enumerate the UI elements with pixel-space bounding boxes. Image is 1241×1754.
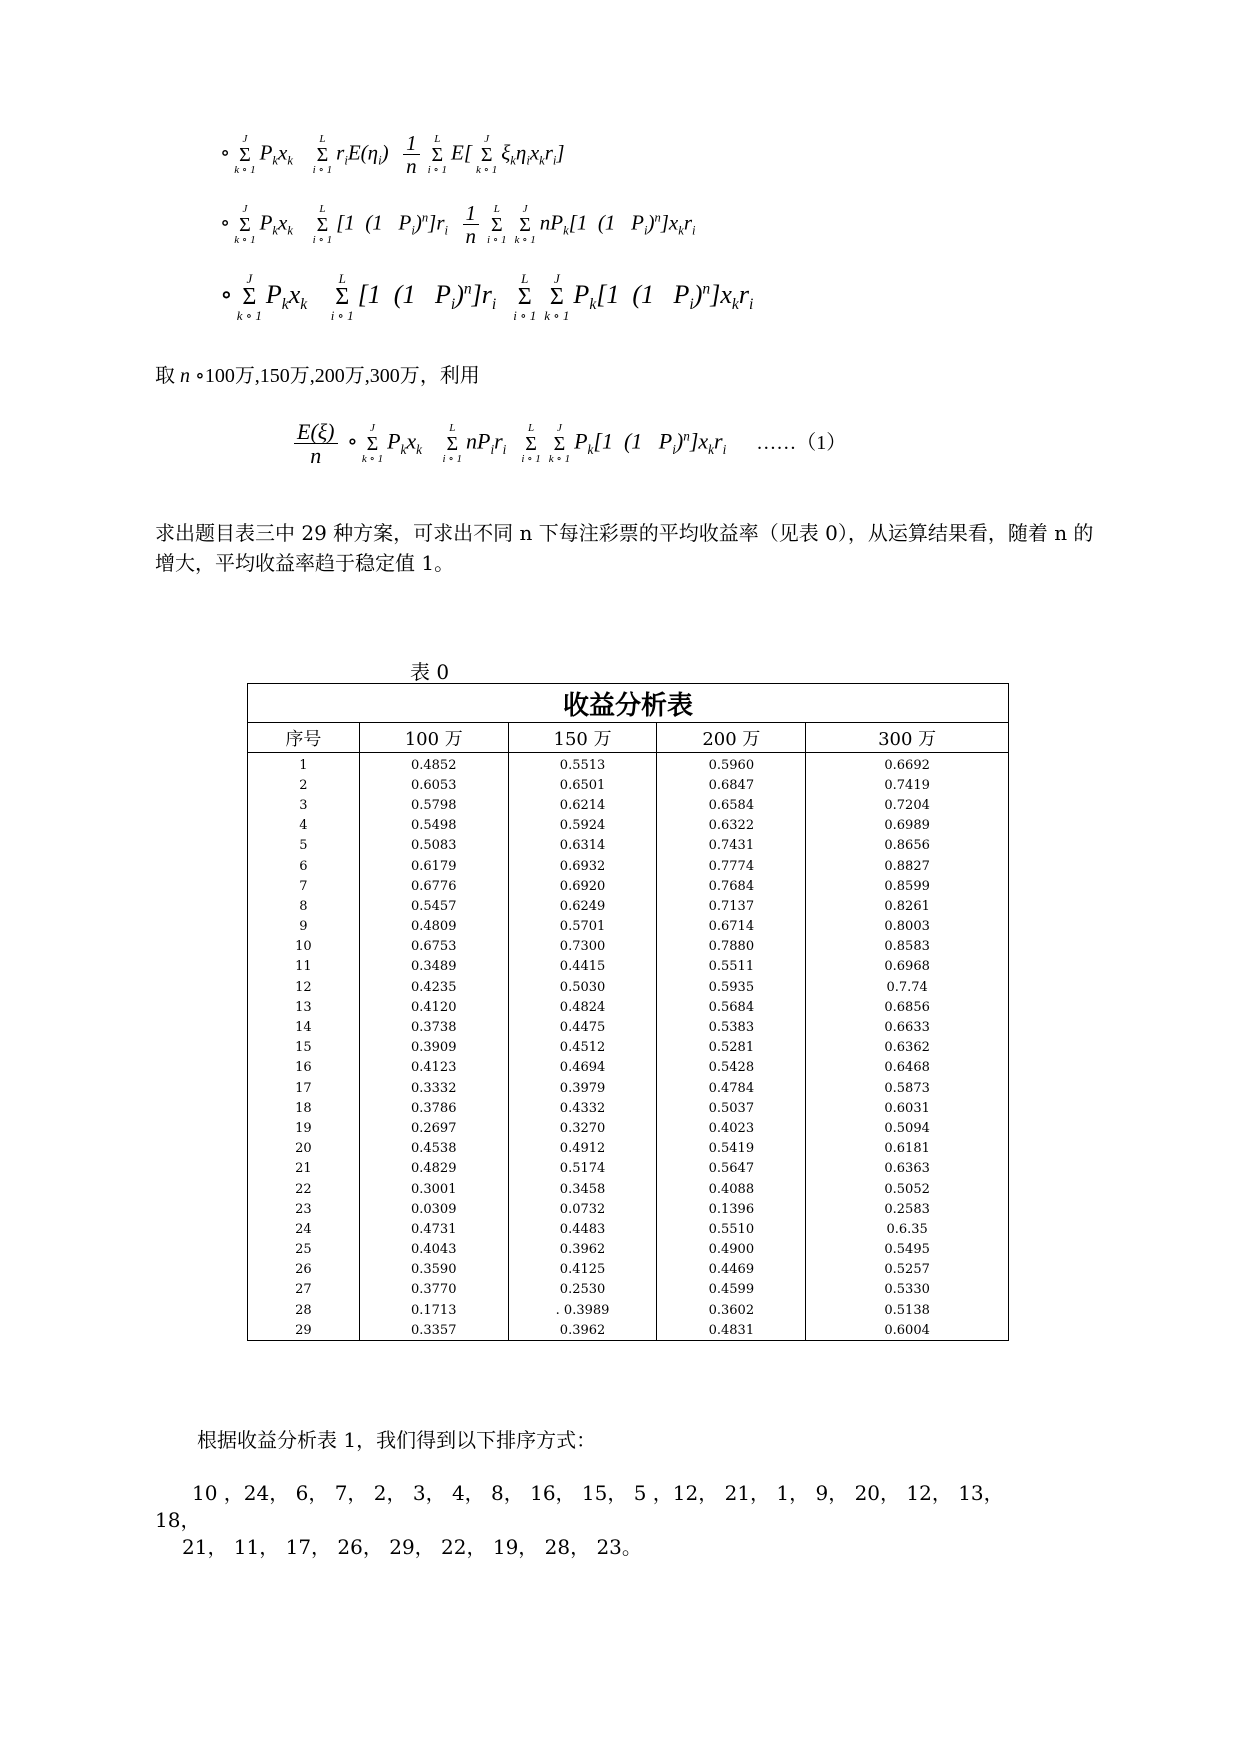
yield-cell: 0.2697 — [359, 1118, 508, 1138]
yield-cell: 0.6.35 — [806, 1219, 1009, 1239]
table-row — [248, 816, 1009, 836]
row-index-cell: 11 — [248, 957, 360, 977]
table-row — [248, 1038, 1009, 1058]
yield-cell: 0.6004 — [806, 1320, 1009, 1341]
yield-cell: 0.3001 — [359, 1179, 508, 1199]
yield-cell: 0.5383 — [657, 1017, 806, 1037]
yield-cell: 0.5511 — [657, 957, 806, 977]
yield-cell: 0.6932 — [508, 856, 657, 876]
row-index-cell: 21 — [248, 1159, 360, 1179]
yield-cell: 0.6776 — [359, 876, 508, 896]
yield-cell: 0.6363 — [806, 1159, 1009, 1179]
intro-suffix: ，利用 — [419, 363, 480, 387]
table-row — [248, 836, 1009, 856]
yield-cell: 0.5257 — [806, 1260, 1009, 1280]
yield-cell: 0.3489 — [359, 957, 508, 977]
row-index-cell: 13 — [248, 997, 360, 1017]
yield-cell: 0.4120 — [359, 997, 508, 1017]
yield-cell: 0.0309 — [359, 1199, 508, 1219]
yield-cell: 0.5037 — [657, 1098, 806, 1118]
yield-cell: 0.4831 — [657, 1320, 806, 1341]
yield-cell: 0.4784 — [657, 1078, 806, 1098]
table-row — [248, 937, 1009, 957]
yield-cell: 0.3738 — [359, 1017, 508, 1037]
yield-cell: 0.6584 — [657, 795, 806, 815]
yield-cell: 0.4332 — [508, 1098, 657, 1118]
yield-cell: 0.6633 — [806, 1017, 1009, 1037]
table-row — [248, 1260, 1009, 1280]
yield-cell: 0.5684 — [657, 997, 806, 1017]
yield-cell: 0.5052 — [806, 1179, 1009, 1199]
column-header: 序号 — [248, 723, 360, 753]
yield-cell: 0.4829 — [359, 1159, 508, 1179]
yield-cell: 0.5513 — [508, 753, 657, 776]
yield-cell: 0.4512 — [508, 1038, 657, 1058]
yield-cell: 0.6989 — [806, 816, 1009, 836]
yield-cell: 0.4900 — [657, 1240, 806, 1260]
row-index-cell: 7 — [248, 876, 360, 896]
yield-cell: . 0.3989 — [508, 1300, 657, 1320]
yield-cell: 0.5083 — [359, 836, 508, 856]
table-row — [248, 1179, 1009, 1199]
yield-cell: 0.7774 — [657, 856, 806, 876]
yield-cell: 0.7684 — [657, 876, 806, 896]
yield-cell: 0.4694 — [508, 1058, 657, 1078]
yield-cell: 0.5935 — [657, 977, 806, 997]
yield-cell: 0.3590 — [359, 1260, 508, 1280]
yield-cell: 0.4809 — [359, 917, 508, 937]
table-row — [248, 1300, 1009, 1320]
yield-cell: 0.5924 — [508, 816, 657, 836]
yield-cell: 0.4088 — [657, 1179, 806, 1199]
yield-cell: 0.6181 — [806, 1139, 1009, 1159]
table-row — [248, 753, 1009, 776]
column-header: 150 万 — [508, 723, 657, 753]
table-row — [248, 1320, 1009, 1341]
yield-cell: 0.4824 — [508, 997, 657, 1017]
table-row — [248, 856, 1009, 876]
column-header: 300 万 — [806, 723, 1009, 753]
yield-cell: 0.6249 — [508, 896, 657, 916]
table-row — [248, 896, 1009, 916]
row-index-cell: 20 — [248, 1139, 360, 1159]
yield-cell: 0.6314 — [508, 836, 657, 856]
yield-cell: 0.2530 — [508, 1280, 657, 1300]
table-caption: 表 0 — [410, 660, 450, 684]
yield-cell: 0.4043 — [359, 1240, 508, 1260]
yield-cell: 0.8003 — [806, 917, 1009, 937]
row-index-cell: 26 — [248, 1260, 360, 1280]
table-row — [248, 1219, 1009, 1239]
row-index-cell: 1 — [248, 753, 360, 776]
yield-cell: 0.4731 — [359, 1219, 508, 1239]
yield-cell: 0.6179 — [359, 856, 508, 876]
yield-cell: 0.3458 — [508, 1179, 657, 1199]
row-index-cell: 5 — [248, 836, 360, 856]
row-index-cell: 9 — [248, 917, 360, 937]
table-row — [248, 1098, 1009, 1118]
yield-cell: 0.6856 — [806, 997, 1009, 1017]
yield-cell: 0.5498 — [359, 816, 508, 836]
table-row — [248, 1017, 1009, 1037]
row-index-cell: 14 — [248, 1017, 360, 1037]
row-index-cell: 15 — [248, 1038, 360, 1058]
yield-cell: 0.7137 — [657, 896, 806, 916]
table-row — [248, 1139, 1009, 1159]
intro-prefix: 取 — [155, 363, 175, 387]
yield-cell: 0.7.74 — [806, 977, 1009, 997]
yield-cell: 0.4235 — [359, 977, 508, 997]
table-body — [248, 753, 1009, 1341]
equation-line-2: ∘ J Σ k ∘ 1 $P_kx_k$ L Σ i ∘ 1 [1 (1 $P_i)^n]r_i$ $\frac{1}{n}$ L Σ i ∘ 1 J Σ k ∘ 1 $nP_k[1$ (1 $P_i)^n]x_kr_i$ — [220, 201, 696, 249]
row-index-cell: 10 — [248, 937, 360, 957]
table-row — [248, 1199, 1009, 1219]
table-row — [248, 957, 1009, 977]
table-row — [248, 1240, 1009, 1260]
yield-cell: 0.0732 — [508, 1199, 657, 1219]
yield-cell: 0.3962 — [508, 1240, 657, 1260]
yield-cell: 0.3602 — [657, 1300, 806, 1320]
yield-cell: 0.4023 — [657, 1118, 806, 1138]
yield-cell: 0.5960 — [657, 753, 806, 776]
yield-cell: 0.3332 — [359, 1078, 508, 1098]
yield-cell: 0.5330 — [806, 1280, 1009, 1300]
yield-cell: 0.6031 — [806, 1098, 1009, 1118]
paragraph-1: 求出题目表三中 29 种方案，可求出不同 n 下每注彩票的平均收益率（见表 0），从运算结果看，随着 n 的增大，平均收益率趋于稳定值 1。 — [155, 521, 1094, 575]
row-index-cell: 2 — [248, 775, 360, 795]
yield-analysis-table — [247, 683, 1009, 1341]
column-header: 100 万 — [359, 723, 508, 753]
row-index-cell: 17 — [248, 1078, 360, 1098]
yield-cell: 0.7300 — [508, 937, 657, 957]
yield-cell: 0.7431 — [657, 836, 806, 856]
yield-cell: 0.7880 — [657, 937, 806, 957]
paragraph-2: 根据收益分析表 1，我们得到以下排序方式： — [197, 1428, 597, 1452]
row-index-cell: 22 — [248, 1179, 360, 1199]
yield-cell: 0.5798 — [359, 795, 508, 815]
yield-cell: 0.5174 — [508, 1159, 657, 1179]
yield-cell: 0.8827 — [806, 856, 1009, 876]
yield-cell: 0.1713 — [359, 1300, 508, 1320]
table-title: 收益分析表 — [248, 684, 1009, 723]
yield-cell: 0.4123 — [359, 1058, 508, 1078]
row-index-cell: 3 — [248, 795, 360, 815]
row-index-cell: 25 — [248, 1240, 360, 1260]
yield-cell: 0.4125 — [508, 1260, 657, 1280]
column-header: 200 万 — [657, 723, 806, 753]
yield-cell: 0.6362 — [806, 1038, 1009, 1058]
table-row — [248, 795, 1009, 815]
yield-cell: 0.4538 — [359, 1139, 508, 1159]
row-index-cell: 8 — [248, 896, 360, 916]
yield-cell: 0.8261 — [806, 896, 1009, 916]
row-index-cell: 12 — [248, 977, 360, 997]
equation-1: $\frac{E(\xi)}{n}$ ∘ J Σ k ∘ 1 $P_kx_k$ L Σ i ∘ 1 $nP_ir_i$ L Σ i ∘ 1 J Σ k ∘ 1 $P_k[1$ (1 $P_i)^n]x_kr_i$ ……（1） — [290, 420, 846, 467]
yield-cell: 0.5419 — [657, 1139, 806, 1159]
row-index-cell: 23 — [248, 1199, 360, 1219]
yield-cell: 0.4599 — [657, 1280, 806, 1300]
equation-number: ……（1） — [756, 431, 847, 454]
yield-cell: 0.3357 — [359, 1320, 508, 1341]
yield-cell: 0.6714 — [657, 917, 806, 937]
yield-cell: 0.7204 — [806, 795, 1009, 815]
ranking-line-1: 10 ，24， 6， 7， 2， 3， 4， 8， 16， 15， 5 ，12， 21， 1， 9， 20， 12， 13， — [192, 1481, 1004, 1505]
yield-cell: 0.3909 — [359, 1038, 508, 1058]
row-index-cell: 19 — [248, 1118, 360, 1138]
table-row — [248, 876, 1009, 896]
table-row — [248, 1078, 1009, 1098]
table-row — [248, 1159, 1009, 1179]
row-index-cell: 28 — [248, 1300, 360, 1320]
row-index-cell: 6 — [248, 856, 360, 876]
yield-cell: 0.3770 — [359, 1280, 508, 1300]
row-index-cell: 27 — [248, 1280, 360, 1300]
yield-cell: 0.6753 — [359, 937, 508, 957]
yield-cell: 0.6501 — [508, 775, 657, 795]
row-index-cell: 18 — [248, 1098, 360, 1118]
yield-cell: 0.5094 — [806, 1118, 1009, 1138]
ranking-line-2: 18， — [155, 1508, 201, 1532]
yield-cell: 0.3979 — [508, 1078, 657, 1098]
yield-cell: 0.5647 — [657, 1159, 806, 1179]
table-row — [248, 1280, 1009, 1300]
yield-cell: 0.1396 — [657, 1199, 806, 1219]
yield-cell: 0.5138 — [806, 1300, 1009, 1320]
yield-cell: 0.5030 — [508, 977, 657, 997]
yield-cell: 0.3786 — [359, 1098, 508, 1118]
yield-cell: 0.2583 — [806, 1199, 1009, 1219]
yield-cell: 0.4415 — [508, 957, 657, 977]
yield-cell: 0.5495 — [806, 1240, 1009, 1260]
row-index-cell: 24 — [248, 1219, 360, 1239]
yield-cell: 0.6468 — [806, 1058, 1009, 1078]
yield-cell: 0.7419 — [806, 775, 1009, 795]
yield-cell: 0.6692 — [806, 753, 1009, 776]
row-index-cell: 29 — [248, 1320, 360, 1341]
yield-cell: 0.8656 — [806, 836, 1009, 856]
table-row — [248, 977, 1009, 997]
yield-cell: 0.6322 — [657, 816, 806, 836]
yield-cell: 0.5873 — [806, 1078, 1009, 1098]
yield-cell: 0.5428 — [657, 1058, 806, 1078]
yield-cell: 0.6920 — [508, 876, 657, 896]
yield-cell: 0.3962 — [508, 1320, 657, 1341]
ranking-order — [155, 1480, 1090, 1561]
yield-cell: 0.4912 — [508, 1139, 657, 1159]
table-row — [248, 1118, 1009, 1138]
yield-cell: 0.5457 — [359, 896, 508, 916]
equation-line-3: ∘ J Σ k ∘ 1 $P_kx_k$ L Σ i ∘ 1 [1 (1 $P_i)^n]r_i$ L Σ i ∘ 1 J Σ k ∘ 1 $P_k[1$ (1 $P_i)^n]x_kr_i$ — [220, 271, 754, 323]
yield-cell: 0.6053 — [359, 775, 508, 795]
table-row — [248, 997, 1009, 1017]
row-index-cell: 16 — [248, 1058, 360, 1078]
yield-cell: 0.5701 — [508, 917, 657, 937]
yield-cell: 0.5510 — [657, 1219, 806, 1239]
ranking-line-3: 21， 11， 17， 26， 29， 22， 19， 28， 23。 — [182, 1535, 642, 1559]
yield-cell: 0.6847 — [657, 775, 806, 795]
table-row — [248, 917, 1009, 937]
yield-cell: 0.4475 — [508, 1017, 657, 1037]
yield-cell: 0.6968 — [806, 957, 1009, 977]
yield-cell: 0.8599 — [806, 876, 1009, 896]
yield-cell: 0.4469 — [657, 1260, 806, 1280]
yield-cell: 0.6214 — [508, 795, 657, 815]
table-row — [248, 1058, 1009, 1078]
yield-cell: 0.3270 — [508, 1118, 657, 1138]
yield-cell: 0.8583 — [806, 937, 1009, 957]
table-row — [248, 775, 1009, 795]
yield-cell: 0.4852 — [359, 753, 508, 776]
row-index-cell: 4 — [248, 816, 360, 836]
intro-line: 取 n ∘100万,150万,200万,300万，利用 — [155, 363, 480, 387]
yield-cell: 0.5281 — [657, 1038, 806, 1058]
equation-line-1: ∘ J Σ k ∘ 1 $P_kx_k$ L Σ i ∘ 1 $r_iE(\eta_i)$ $\frac{1}{n}$ L Σ i ∘ 1 E[ J Σ k ∘ 1 $\xi_k\eta_ix_kr_i$] — [220, 131, 565, 179]
yield-cell: 0.4483 — [508, 1219, 657, 1239]
intro-values: 100万,150万,200万,300万 — [204, 365, 420, 387]
